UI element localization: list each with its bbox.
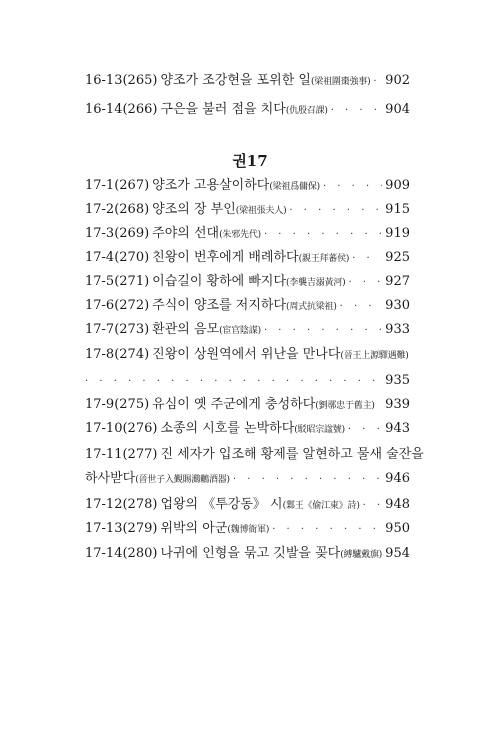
toc-entry[interactable] xyxy=(85,420,410,439)
dot-leader xyxy=(352,250,382,268)
entry-page: 950 xyxy=(385,521,410,536)
entry-number: 16-13(265) xyxy=(85,73,158,88)
dot-leader xyxy=(264,322,382,340)
dot-leader xyxy=(233,471,382,489)
dot-leader xyxy=(272,521,382,539)
entry-title: 구은을 불러 점을 치다 xyxy=(160,102,286,117)
entry-title-hanja: (梁祖張夫人) xyxy=(235,206,287,216)
entry-number: 17-13(279) xyxy=(85,521,158,536)
entry-number: 17-11(277) xyxy=(85,447,158,462)
entry-title-hanja: (鄴王《偷江東》詩) xyxy=(282,501,360,511)
dot-leader xyxy=(85,373,382,391)
entry-page: 927 xyxy=(385,274,410,289)
toc-entry[interactable] xyxy=(85,446,424,464)
entry-title-hanja: (梁祖爲傭保) xyxy=(269,182,320,192)
entry-number: 17-9(275) xyxy=(85,397,150,412)
entry-title-hanja: (晉王上源驛遇難) xyxy=(340,351,409,361)
toc-entry[interactable] xyxy=(85,225,410,244)
entry-page: 948 xyxy=(385,497,410,512)
entry-number: 17-2(268) xyxy=(85,202,150,217)
entry-page: 909 xyxy=(385,178,410,193)
entry-page: 946 xyxy=(385,471,410,486)
entry-number: 17-7(273) xyxy=(85,322,150,337)
entry-title: 진왕이 상원역에서 위난을 만나다 xyxy=(152,347,341,362)
dot-leader xyxy=(289,202,382,220)
entry-title-hanja: (縛驢戴旗) xyxy=(340,550,383,560)
entry-title: 양조가 조강현을 포위한 일 xyxy=(160,73,311,88)
entry-number: 17-14(280) xyxy=(85,546,158,561)
toc-entry[interactable] xyxy=(85,297,410,316)
entry-page: 904 xyxy=(385,102,410,117)
entry-title-hanja: (魏博衙軍) xyxy=(227,525,270,535)
entry-title-hanja: (仇殷召課) xyxy=(285,106,328,116)
entry-page: 935 xyxy=(385,373,410,388)
entry-title: 진 세자가 입조해 황제를 알현하고 물새 술잔을 xyxy=(160,447,424,462)
entry-number: 16-14(266) xyxy=(85,102,158,117)
entry-title: 위박의 아군 xyxy=(160,521,228,536)
entry-title-hanja: (親王拜蕃侯) xyxy=(298,254,350,264)
toc-entry[interactable] xyxy=(85,201,410,220)
entry-title: 업왕의 《투강동》 시 xyxy=(160,497,283,512)
entry-title: 양조의 장 부인 xyxy=(152,202,236,217)
toc-entry-continuation[interactable] xyxy=(85,372,410,391)
toc-entry[interactable] xyxy=(85,346,410,365)
entry-number: 17-1(267) xyxy=(85,178,150,193)
dot-leader xyxy=(373,73,382,91)
entry-number: 17-6(272) xyxy=(85,298,150,313)
dot-leader xyxy=(340,298,383,316)
entry-title-hanja: (梁祖圍棗強事) xyxy=(310,77,371,87)
entry-number: 17-3(269) xyxy=(85,226,150,241)
toc-entry[interactable] xyxy=(85,72,410,91)
toc-entry-continuation[interactable] xyxy=(85,470,410,489)
toc-entry[interactable] xyxy=(85,496,410,515)
entry-number: 17-4(270) xyxy=(85,250,150,265)
entry-number: 17-8(274) xyxy=(85,347,150,362)
toc-entry[interactable] xyxy=(85,177,410,196)
entry-title-hanja: (晉世子入覲賜鸂鶒酒器) xyxy=(135,475,230,485)
entry-title-hanja: (宦官陰謀) xyxy=(219,326,261,336)
entry-title: 소종의 시호를 논박하다 xyxy=(160,421,295,436)
entry-title-hanja: (李襲吉溺黃河) xyxy=(286,278,346,288)
entry-title-hanja: (周式抗梁祖) xyxy=(286,302,337,312)
entry-page: 915 xyxy=(385,202,410,217)
entry-title: 주식이 양조를 저지하다 xyxy=(152,298,287,313)
entry-title-cont: 하사받다 xyxy=(85,471,136,486)
entry-title-hanja: (劉鄩忠于舊主) xyxy=(315,401,375,411)
entry-page: 925 xyxy=(385,250,410,265)
entry-page: 954 xyxy=(385,546,410,561)
entry-title: 이습길이 황하에 빠지다 xyxy=(152,274,287,289)
entry-number: 17-5(271) xyxy=(85,274,150,289)
toc-entry[interactable] xyxy=(85,396,410,415)
toc-entry[interactable] xyxy=(85,321,410,340)
toc-entry[interactable] xyxy=(85,520,410,539)
entry-title-hanja: (朱邪先代) xyxy=(219,230,261,240)
entry-title: 친왕이 번후에게 배례하다 xyxy=(152,250,299,265)
dot-leader xyxy=(331,102,382,120)
entry-page: 933 xyxy=(385,322,410,337)
dot-leader xyxy=(323,178,382,196)
entry-number: 17-12(278) xyxy=(85,497,158,512)
toc-entry[interactable] xyxy=(85,101,410,120)
toc-entry[interactable] xyxy=(85,273,410,292)
entry-title: 유심이 옛 주군에게 충성하다 xyxy=(152,397,316,412)
dot-leader xyxy=(348,421,382,439)
dot-leader xyxy=(264,226,382,244)
entry-title: 환관의 음모 xyxy=(152,322,220,337)
entry-title: 양조가 고용살이하다 xyxy=(152,178,270,193)
entry-page: 902 xyxy=(385,73,410,88)
toc-entry[interactable] xyxy=(85,545,410,564)
entry-page: 919 xyxy=(385,226,410,241)
entry-title: 주야의 선대 xyxy=(152,226,220,241)
entry-title: 나귀에 인형을 묶고 깃발을 꽂다 xyxy=(160,546,341,561)
entry-number: 17-10(276) xyxy=(85,421,158,436)
entry-page: 930 xyxy=(385,298,410,313)
toc-entry[interactable] xyxy=(85,249,410,268)
entry-page: 939 xyxy=(385,397,410,412)
entry-page: 943 xyxy=(385,421,410,436)
dot-leader xyxy=(348,274,382,292)
dot-leader xyxy=(363,497,383,515)
volume-heading: 권17 xyxy=(232,152,268,170)
entry-title-hanja: (駁昭宗諡號) xyxy=(294,425,345,435)
